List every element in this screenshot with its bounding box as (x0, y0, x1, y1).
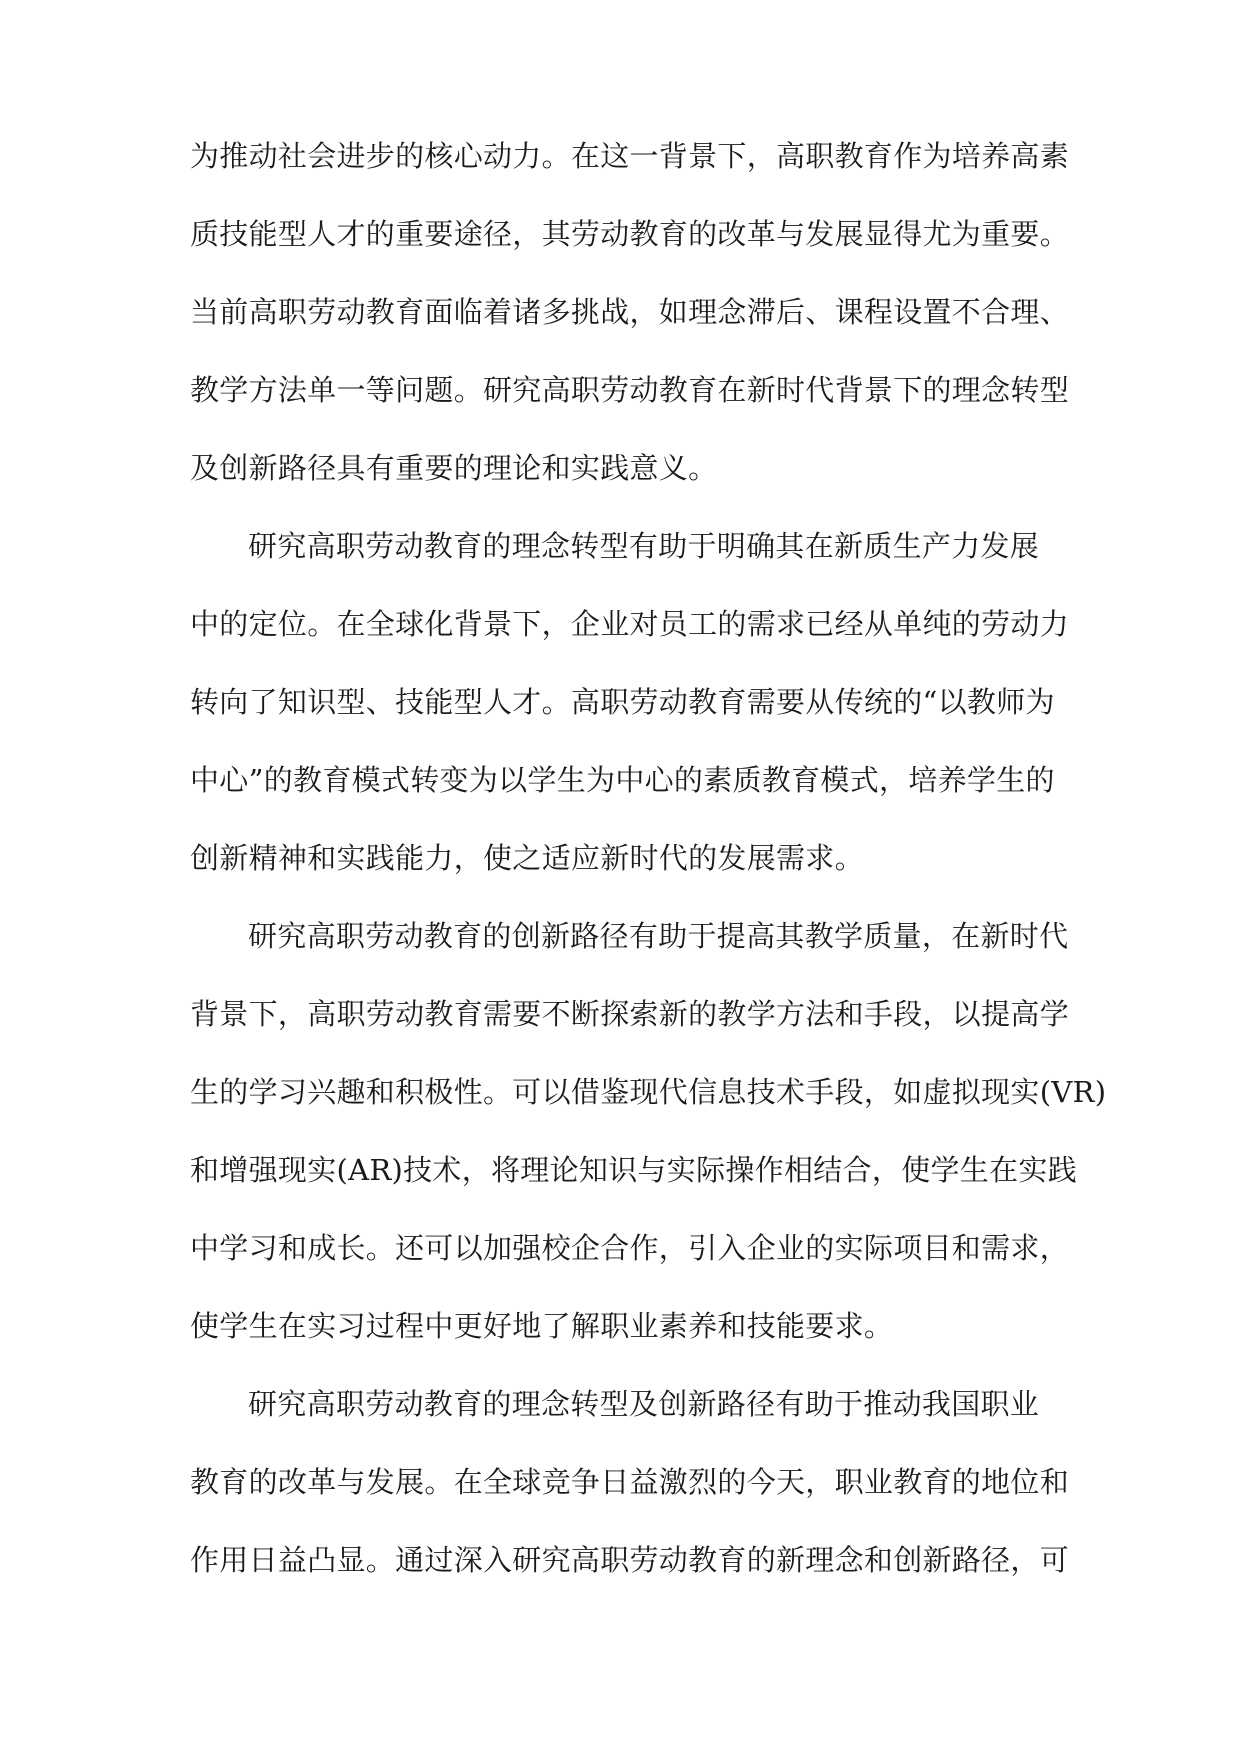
text-line: 为推动社会进步的核心动力。在这一背景下，高职教育作为培养高素 (190, 139, 1070, 173)
text-line: 转向了知识型、技能型人才。高职劳动教育需要从传统的“以教师为 (190, 685, 1055, 719)
text-line: 教育的改革与发展。在全球竞争日益激烈的今天，职业教育的地位和 (190, 1465, 1070, 1499)
text-line: 和增强现实(AR)技术，将理论知识与实际操作相结合，使学生在实践 (190, 1153, 1078, 1187)
text-line: 质技能型人才的重要途径，其劳动教育的改革与发展显得尤为重要。 (190, 217, 1070, 251)
text-line: 生的学习兴趣和积极性。可以借鉴现代信息技术手段，如虚拟现实(VR) (190, 1075, 1107, 1109)
text-line: 中心”的教育模式转变为以学生为中心的素质教育模式，培养学生的 (190, 763, 1055, 797)
paragraph-first-line: 研究高职劳动教育的理念转型及创新路径有助于推动我国职业 (248, 1387, 1040, 1421)
text-line: 中学习和成长。还可以加强校企合作，引入企业的实际项目和需求， (190, 1231, 1070, 1265)
text-line: 及创新路径具有重要的理论和实践意义。 (190, 451, 718, 485)
paragraph-first-line: 研究高职劳动教育的创新路径有助于提高其教学质量，在新时代 (248, 919, 1069, 953)
text-line: 背景下，高职劳动教育需要不断探索新的教学方法和手段，以提高学 (190, 997, 1070, 1031)
paragraph-first-line: 研究高职劳动教育的理念转型有助于明确其在新质生产力发展 (248, 529, 1040, 563)
text-line: 当前高职劳动教育面临着诸多挑战，如理念滞后、课程设置不合理、 (190, 295, 1070, 329)
text-line: 创新精神和实践能力，使之适应新时代的发展需求。 (190, 841, 864, 875)
text-line: 中的定位。在全球化背景下，企业对员工的需求已经从单纯的劳动力 (190, 607, 1070, 641)
text-line: 作用日益凸显。通过深入研究高职劳动教育的新理念和创新路径，可 (190, 1543, 1070, 1577)
text-line: 教学方法单一等问题。研究高职劳动教育在新时代背景下的理念转型 (190, 373, 1070, 407)
text-line: 使学生在实习过程中更好地了解职业素养和技能要求。 (190, 1309, 894, 1343)
